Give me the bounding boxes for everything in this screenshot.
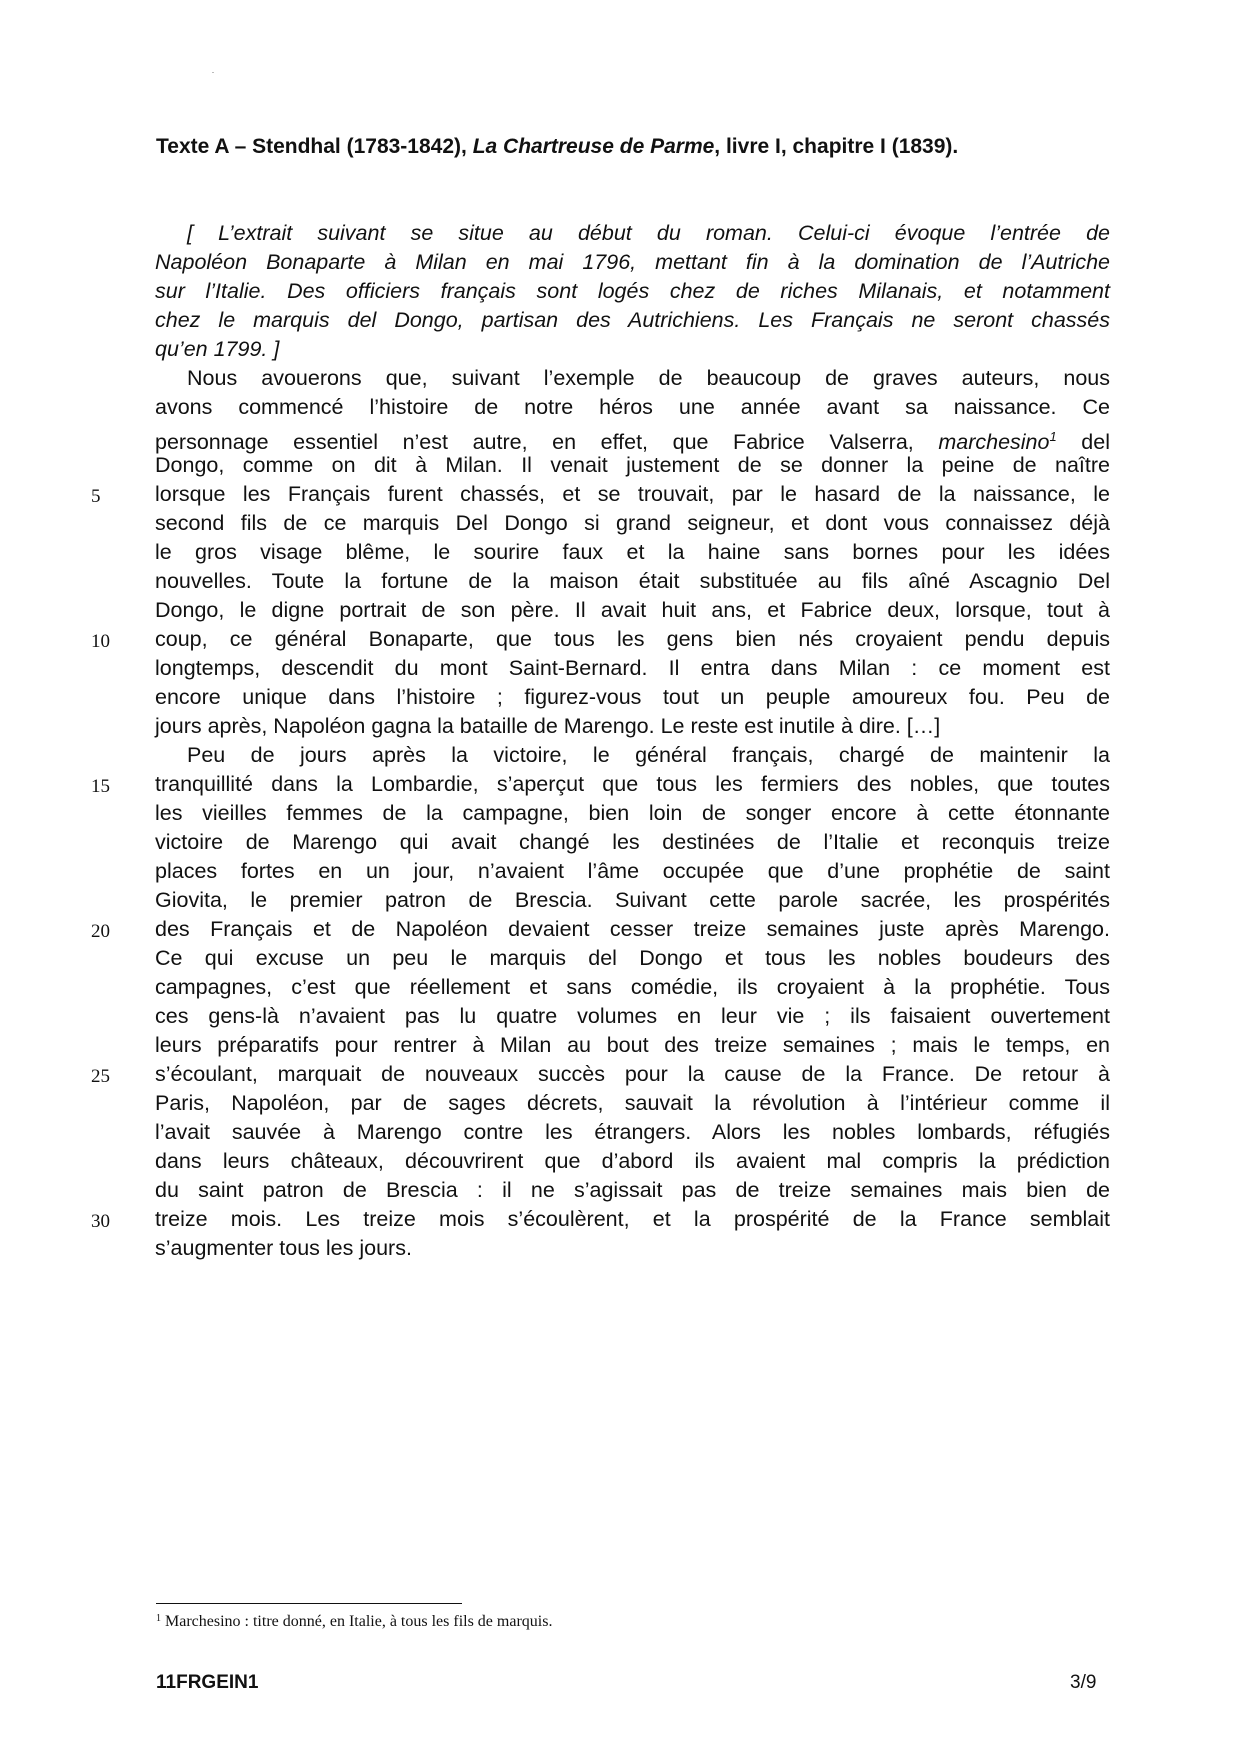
intro-line: qu’en 1799. ] (155, 337, 280, 361)
text-line: longtemps, descendit du mont Saint-Bernard. Il entra dans Milan : ce moment est (155, 656, 1110, 680)
text-line: nouvelles. Toute la fortune de la maison était substituée au fils aîné Ascagnio Del (155, 569, 1110, 593)
text-line: les vieilles femmes de la campagne, bien loin de songer encore à cette étonnante (155, 801, 1110, 825)
intro-line: Napoléon Bonaparte à Milan en mai 1796, mettant fin à la domination de l’Autriche (155, 250, 1110, 274)
text-line: des Français et de Napoléon devaient cesser treize semaines juste après Marengo. (155, 917, 1110, 941)
text-line: du saint patron de Brescia : il ne s’agissait pas de treize semaines mais bien de (155, 1178, 1110, 1202)
page-number: 3/9 (1070, 1672, 1097, 1693)
text-line: Peu de jours après la victoire, le général français, chargé de maintenir la (187, 743, 1110, 767)
line-number: 5 (91, 486, 101, 507)
text-line: victoire de Marengo qui avait changé les destinées de l’Italie et reconquis treize (155, 830, 1110, 854)
intro-line: [ L’extrait suivant se situe au début du roman. Celui-ci évoque l’entrée de (187, 221, 1110, 245)
text-line: leurs préparatifs pour rentrer à Milan au bout des treize semaines ; mais le temps, en (155, 1033, 1110, 1057)
heading-author: Texte A – Stendhal (1783-1842), (156, 135, 473, 158)
text-line: treize mois. Les treize mois s’écoulèrent, et la prospérité de la France semblait (155, 1207, 1110, 1231)
text-line: Dongo, le digne portrait de son père. Il avait huit ans, et Fabrice deux, lorsque, tout à (155, 598, 1110, 622)
footnote-text: Marchesino : titre donné, en Italie, à tous les fils de marquis. (165, 1613, 553, 1630)
text-line: second fils de ce marquis Del Dongo si grand seigneur, et dont vous connaissez déjà (155, 511, 1110, 535)
footnote-number: 1 (156, 1613, 161, 1624)
line-number: 30 (91, 1211, 110, 1232)
text-line: dans leurs châteaux, découvrirent que d’abord ils avaient mal compris la prédiction (155, 1149, 1110, 1173)
text-line: Dongo, comme on dit à Milan. Il venait justement de se donner la peine de naître (155, 453, 1110, 477)
text-line: places fortes en un jour, n’avaient l’âme occupée que d’une prophétie de saint (155, 859, 1110, 883)
intro-line: sur l’Italie. Des officiers français sont logés chez de riches Milanais, et notamment (155, 279, 1110, 303)
text-line: avons commencé l’histoire de notre héros une année avant sa naissance. Ce (155, 395, 1110, 419)
line-number: 10 (91, 631, 110, 652)
text-line-start: personnage essentiel n’est autre, en effet, que Fabrice Valserra, (155, 430, 914, 454)
text-line: lorsque les Français furent chassés, et se trouvait, par le hasard de la naissance, le (155, 482, 1110, 506)
text-line: s’augmenter tous les jours. (155, 1236, 412, 1260)
text-line: coup, ce général Bonaparte, que tous les gens bien nés croyaient pendu depuis (155, 627, 1110, 651)
scan-speck (212, 72, 214, 73)
text-line: Giovita, le premier patron de Brescia. Suivant cette parole sacrée, les prospérités (155, 888, 1110, 912)
line-number: 20 (91, 921, 110, 942)
text-line: Nous avouerons que, suivant l’exemple de beaucoup de graves auteurs, nous (187, 366, 1110, 390)
text-line: l’avait sauvée à Marengo contre les étrangers. Alors les nobles lombards, réfugiés (155, 1120, 1110, 1144)
text-heading (156, 135, 1116, 159)
text-line: Paris, Napoléon, par de sages décrets, sauvait la révolution à l’intérieur comme il (155, 1091, 1110, 1115)
text-line: s’écoulant, marquait de nouveaux succès pour la cause de la France. De retour à (155, 1062, 1110, 1086)
text-line: Ce qui excuse un peu le marquis del Dongo et tous les nobles boudeurs des (155, 946, 1110, 970)
text-line: tranquillité dans la Lombardie, s’aperçut que tous les fermiers des nobles, que toutes (155, 772, 1110, 796)
line-number: 25 (91, 1066, 110, 1087)
line-number: 15 (91, 776, 110, 797)
text-line: encore unique dans l’histoire ; figurez-vous tout un peuple amoureux fou. Peu de (155, 685, 1110, 709)
text-line: ces gens-là n’avaient pas lu quatre volumes en leur vie ; ils faisaient ouvertement (155, 1004, 1110, 1028)
text-line: le gros visage blême, le sourire faux et la haine sans bornes pour les idées (155, 540, 1110, 564)
text-line-end: del (1056, 430, 1110, 454)
heading-source: , livre I, chapitre I (1839). (714, 135, 959, 158)
text-line: jours après, Napoléon gagna la bataille de Marengo. Le reste est inutile à dire. […] (155, 714, 941, 738)
footnote-divider (156, 1603, 462, 1604)
heading-title: La Chartreuse de Parme (472, 135, 715, 158)
footnote (156, 1613, 552, 1631)
marchesino-word: marchesino (938, 430, 1050, 454)
text-line: campagnes, c’est que réellement et sans comédie, ils croyaient à la prophétie. Tous (155, 975, 1110, 999)
footnote-ref: 1 (1049, 429, 1057, 444)
intro-line: chez le marquis del Dongo, partisan des Autrichiens. Les Français ne seront chassés (155, 308, 1110, 332)
document-code: 11FRGEIN1 (156, 1672, 259, 1693)
